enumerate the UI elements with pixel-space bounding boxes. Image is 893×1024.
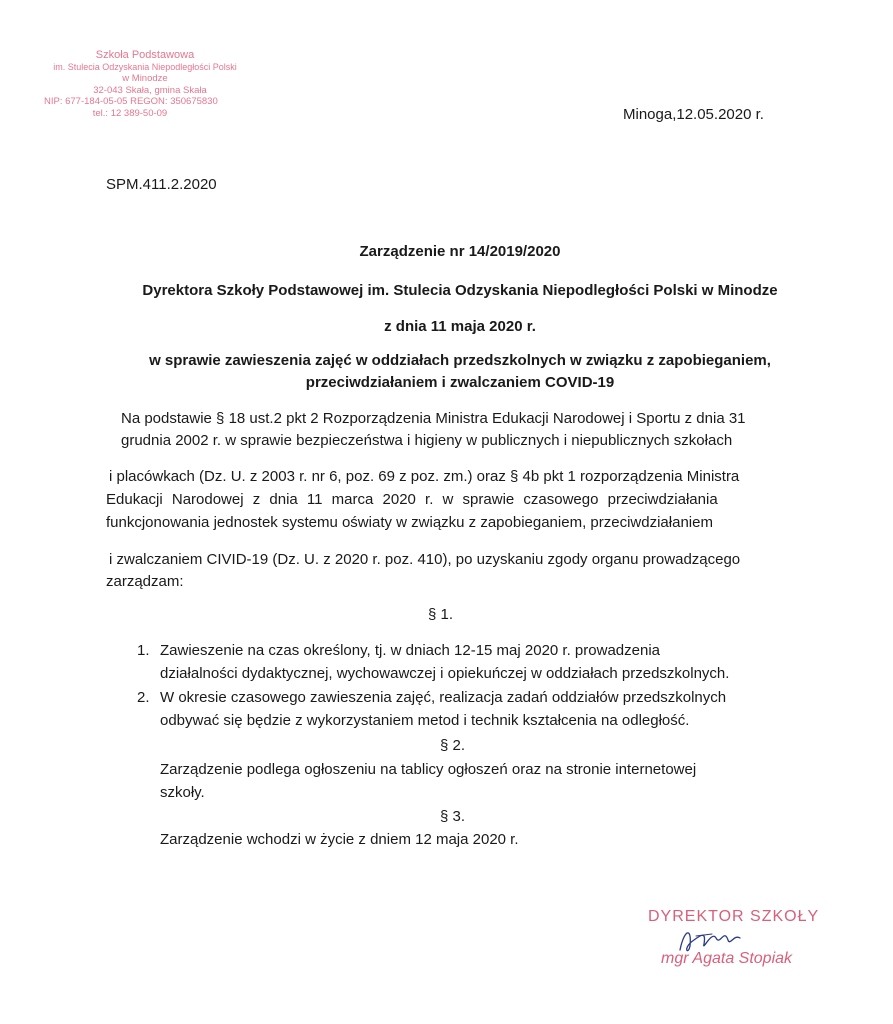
list-item-text: odbywać się będzie z wykorzystaniem metod i technik kształcenia na odległość. — [160, 712, 690, 729]
preamble-line: Edukacji Narodowej z dnia 11 marca 2020 r. w sprawie czasowego przeciwdziałania — [106, 491, 718, 508]
stamp-line: NIP: 677-184-05-05 REGON: 350675830 — [44, 96, 218, 107]
reference-number: SPM.411.2.2020 — [106, 176, 217, 193]
place-and-date: Minoga,12.05.2020 r. — [623, 106, 764, 123]
signature-title: DYREKTOR SZKOŁY — [648, 908, 820, 925]
section-2-heading: § 2. — [440, 737, 466, 754]
preamble-line: i placówkach (Dz. U. z 2003 r. nr 6, poz. 69 z poz. zm.) oraz § 4b pkt 1 rozporządzenia Ministra — [109, 468, 740, 485]
document-subject-line: w sprawie zawieszenia zajęć w oddziałach przedszkolnych w związku z zapobieganiem, — [149, 352, 771, 369]
stamp-line: tel.: 12 389-50-09 — [92, 107, 168, 119]
section-3-heading: § 3. — [440, 808, 466, 825]
document-date: z dnia 11 maja 2020 r. — [384, 318, 536, 335]
list-item-text: W okresie czasowego zawieszenia zajęć, realizacja zadań oddziałów przedszkolnych — [160, 689, 727, 706]
preamble-line: grudnia 2002 r. w sprawie bezpieczeństwa i higieny w publicznych i niepublicznych szkołach — [121, 432, 733, 449]
stamp-line: 32-043 Skała, gmina Skała — [93, 84, 207, 96]
signature-name: mgr Agata Stopiak — [661, 950, 793, 967]
list-item-text: działalności dydaktycznej, wychowawczej i opiekuńczej w oddziałach przedszkolnych. — [160, 665, 730, 682]
section-2-text: Zarządzenie podlega ogłoszeniu na tablicy ogłoszeń oraz na stronie internetowej — [160, 761, 697, 778]
preamble-line: Na podstawie § 18 ust.2 pkt 2 Rozporządzenia Ministra Edukacji Narodowej i Sportu z dnia 31 — [121, 410, 746, 427]
preamble-line: funkcjonowania jednostek systemu oświaty w związku z zapobieganiem, przeciwdziałaniem — [106, 514, 713, 531]
list-item-text: Zawieszenie na czas określony, tj. w dniach 12-15 maj 2020 r. prowadzenia — [160, 642, 660, 659]
school-stamp — [40, 50, 250, 119]
section-2-text: szkoły. — [160, 784, 205, 801]
stamp-line: w Minodze — [122, 73, 168, 84]
section-1-heading: § 1. — [428, 606, 454, 623]
section-3-text: Zarządzenie wchodzi w życie z dniem 12 maja 2020 r. — [160, 831, 519, 848]
preamble-line: i zwalczaniem CIVID-19 (Dz. U. z 2020 r. poz. 410), po uzyskaniu zgody organu prowadzącego — [109, 551, 741, 568]
list-item-number: 1. — [137, 642, 150, 659]
stamp-line: Szkoła Podstawowa — [95, 49, 195, 61]
document-title: Zarządzenie nr 14/2019/2020 — [359, 243, 561, 260]
preamble-line: zarządzam: — [106, 573, 184, 590]
list-item-number: 2. — [137, 689, 150, 706]
document-subject-line: przeciwdziałaniem i zwalczaniem COVID-19 — [305, 374, 615, 391]
document-issuer: Dyrektora Szkoły Podstawowej im. Stulecia Odzyskania Niepodległości Polski w Minodze — [142, 282, 778, 299]
stamp-line: im. Stulecia Odzyskania Niepodległości Polski — [53, 61, 237, 72]
